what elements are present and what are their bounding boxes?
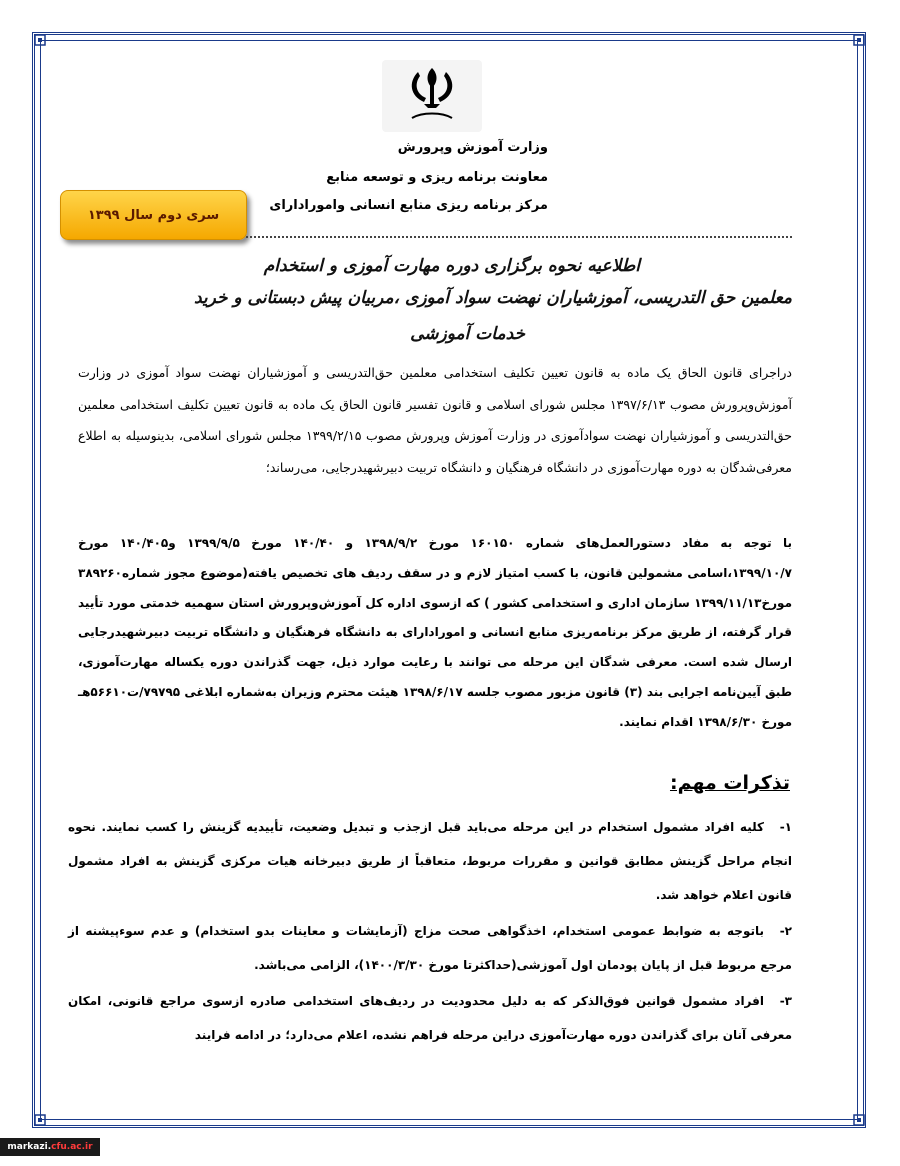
deputy-name: معاونت برنامه ریزی و توسعه منابع [326, 170, 548, 185]
note-text: افراد مشمول قوانین فوق‌الذکر که به دلیل محدودیت در ردیف‌های استخدامی صادره ازسوی مراجع قانونی، امکان معرفی آنان برای گذراندن دوره مهارت‌آموزی دراین مرحله فراهم نشده، اعلام می‌دارد؛ در ادامه فرایند [68, 994, 792, 1042]
notes-list [68, 810, 792, 1054]
note-number: ۲- [779, 924, 792, 938]
corner-ornament-icon [33, 33, 47, 47]
header-divider [246, 236, 792, 238]
intro-paragraph: دراجرای قانون الحاق یک ماده به قانون تعیین تکلیف استخدامی معلمین حق‌التدریسی و آموزشیاران نهضت سواد آموزی در وزارت آموزش‌وپرورش مصوب ۱۳۹۷/۶/۱۳ مجلس شورای اسلامی و قانون تفسیر قانون الحاق یک ماده به قانون تعیین تکلیف استخدامی معلمین حق‌التدریسی و آموزشیاران نهضت سوادآموزی در وزارت آموزش وپرورش مصوب ۱۳۹۹/۲/۱۵ مجلس شورای اسلامی، بدینوسیله به اطلاع معرفی‌شدگان به دوره مهارت‌آموزی در دانشگاه فرهنگیان و دانشگاه تربیت دبیرشهیدرجایی، می‌رساند؛ [78, 365, 792, 475]
site-prefix: markazi. [7, 1142, 52, 1152]
important-notes-heading: تذکرات مهم: [669, 772, 790, 794]
note-number: ۱- [779, 820, 792, 834]
center-name: مرکز برنامه ریزی منابع انسانی وامورادارای [269, 198, 548, 213]
announcement-title-line1: اطلاعیه نحوه برگزاری دوره مهارت آموزی و استخدام [263, 256, 640, 276]
note-number: ۳- [779, 994, 792, 1008]
main-paragraph: با توجه به مفاد دستورالعمل‌های شماره ۱۶۰۱۵۰ مورخ ۱۳۹۸/۹/۲ و ۱۴۰/۴۰ مورخ ۱۳۹۹/۹/۵ و۱۴۰/۴۰۵ مورخ ۱۳۹۹/۱۰/۷،اسامی مشمولین قانون، با کسب امتیاز لازم و در سقف ردیف های تخصیص یافته(موضوع مجوز شماره۳۸۹۲۶۰ مورخ۱۳۹۹/۱۱/۱۳ سازمان اداری و استخدامی کشور ) که ازسوی اداره کل آموزش‌وپرورش استان سهمیه خدمتی مورد تأیید قرار گرفته، از طریق مرکز برنامه‌ریزی منابع انسانی و امورادارای به دانشگاه فرهنگیان و دانشگاه تربیت دبیرشهیدرجایی ارسال شده است. معرفی شدگان این مرحله می توانند با رعایت موارد ذیل، جهت گذراندن دوره یکساله مهارت‌آموزی، طبق آیین‌نامه اجرایی بند (۳) قانون مزبور مصوب جلسه ۱۳۹۸/۶/۱۷ هیئت محترم وزیران به‌شماره ابلاغی ۷۹۷۹۵/ت۵۶۶۱۰هـ مورخ ۱۳۹۸/۶/۳۰ اقدام نمایند. [78, 536, 792, 729]
corner-ornament-icon [852, 33, 866, 47]
announcement-title-line3: خدمات آموزشی [410, 324, 525, 344]
list-item [68, 984, 792, 1052]
note-text: کلیه افراد مشمول استخدام در این مرحله می‌باید قبل ازجذب و تبدیل وضعیت، تأییدیه گزینش را کسب نمایند. نحوه انجام مراحل گزینش مطابق قوانین و مقررات مربوط، متعاقباً از طریق دبیرخانه هیات مرکزی گزینش به افراد مشمول قانون اعلام خواهد شد. [68, 820, 792, 902]
corner-ornament-icon [33, 1113, 47, 1127]
announcement-title-line2: معلمین حق التدریسی، آموزشیاران نهضت سواد آموزی ،مربیان پیش دبستانی و خرید [193, 288, 792, 308]
list-item [68, 914, 792, 982]
corner-ornament-icon [852, 1113, 866, 1127]
site-watermark [0, 1138, 100, 1156]
site-suffix: cfu.ac.ir [51, 1142, 93, 1152]
note-text: باتوجه به ضوابط عمومی استخدام، اخذگواهی صحت مزاج (آزمایشات و معاینات بدو استخدام) و عدم سوءپیشنه از مرجع مربوط قبل از پایان پودمان اول آموزشی(حداکثرتا مورخ ۱۴۰۰/۳/۳۰)، الزامی می‌باشد. [68, 924, 792, 972]
iran-emblem-logo [382, 60, 482, 132]
ministry-name: وزارت آموزش وپرورش [397, 140, 548, 155]
list-item [68, 810, 792, 912]
series-badge: سری دوم سال ۱۳۹۹ [60, 190, 247, 240]
